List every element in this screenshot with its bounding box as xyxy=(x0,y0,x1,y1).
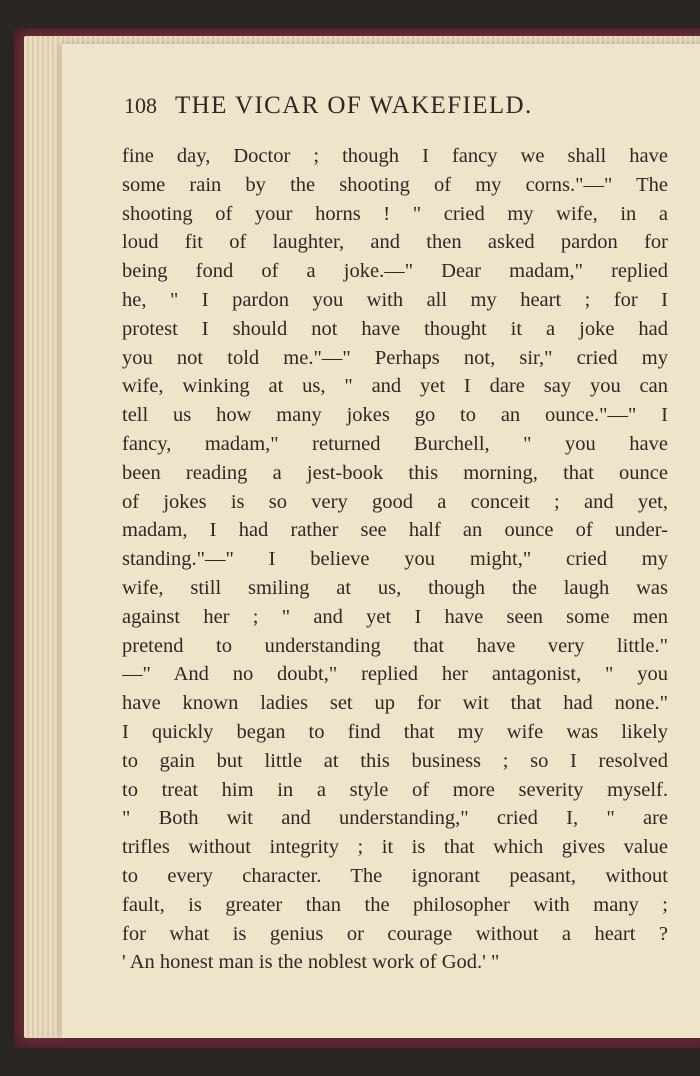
text-line: fault, is greater than the philosopher with many ; xyxy=(122,893,668,916)
running-title: THE VICAR OF WAKEFIELD. xyxy=(175,92,533,119)
text-line: wife, still smiling at us, though the laugh was xyxy=(122,576,668,599)
text-line: trifles without integrity ; it is that which gives value xyxy=(122,836,668,859)
body-text xyxy=(122,142,668,977)
text-line: fine day, Doctor ; though I fancy we shall have xyxy=(122,145,668,167)
text-line: tell us how many jokes go to an ounce."—" I xyxy=(122,404,668,427)
text-line: I quickly began to find that my wife was likely xyxy=(122,720,668,743)
page-number: 108 xyxy=(124,93,157,118)
text-line: he, " I pardon you with all my heart ; for I xyxy=(122,288,668,311)
text-line: been reading a jest-book this morning, that ounce xyxy=(122,461,668,484)
text-line: have known ladies set up for wit that had none." xyxy=(122,692,668,715)
text-line: shooting of your horns ! " cried my wife, in a xyxy=(122,202,668,225)
text-line: protest I should not have thought it a joke had xyxy=(122,317,668,340)
text-line: wife, winking at us, " and yet I dare say you can xyxy=(122,375,668,398)
text-line: against her ; " and yet I have seen some men xyxy=(122,605,668,628)
text-line: ' An honest man is the noblest work of God.' " xyxy=(122,951,500,974)
text-line: to treat him in a style of more severity myself. xyxy=(122,778,668,801)
text-line: to every character. The ignorant peasant, without xyxy=(122,864,668,887)
text-line: you not told me."—" Perhaps not, sir," cried my xyxy=(122,346,668,369)
text-line: fancy, madam," returned Burchell, " you have xyxy=(122,432,668,455)
text-line: some rain by the shooting of my corns."—" The xyxy=(122,173,668,196)
text-line: standing."—" I believe you might," cried my xyxy=(122,548,668,571)
text-line: loud fit of laughter, and then asked pardon for xyxy=(122,231,668,254)
page-header xyxy=(124,92,644,128)
text-line: pretend to understanding that have very little." xyxy=(122,634,668,657)
text-line: —" And no doubt," replied her antagonist, " you xyxy=(122,663,668,686)
text-line: of jokes is so very good a conceit ; and yet, xyxy=(122,490,668,513)
text-line: for what is genius or courage without a heart ? xyxy=(122,922,668,945)
text-line: to gain but little at this business ; so I resolved xyxy=(122,749,668,772)
text-line: " Both wit and understanding," cried I, " are xyxy=(122,807,668,830)
text-line: madam, I had rather see half an ounce of under- xyxy=(122,519,668,542)
text-line: being fond of a joke.—" Dear madam," replied xyxy=(122,260,668,283)
